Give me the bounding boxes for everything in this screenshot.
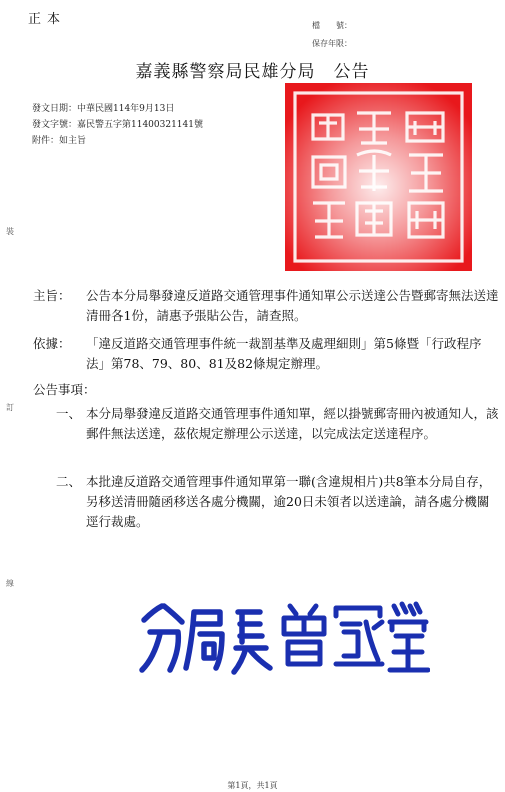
- retention-period-label: 保存年限：: [312, 39, 352, 48]
- attachment-note: 附件：如主旨: [32, 136, 87, 146]
- copy-mark: 正本: [28, 12, 67, 27]
- page-title: 嘉義縣警察局民雄分局 公告: [135, 62, 370, 82]
- binding-mark-bottom: 線: [6, 579, 14, 588]
- notice-item-text: 本分局舉發違反道路交通管理事件通知單，經以掛號郵寄冊內被通知人，該郵件無法送達，茲依規定辦理公示送達，以完成法定送達程序。: [86, 406, 499, 441]
- binding-mark-middle: 訂: [6, 403, 14, 412]
- notice-item-number: 二、: [56, 474, 82, 489]
- issue-date: 發文日期：中華民國114年9月13日: [32, 104, 175, 114]
- notice-heading: 公告事項：: [33, 382, 96, 397]
- official-seal-stamp: [285, 83, 472, 271]
- page-footer: 第1頁，共1頁: [227, 781, 278, 790]
- basis-text: 「違反道路交通管理事件統一裁罰基準及處理細則」第5條暨「行政程序法」第78、79、80、81及82條規定辦理。: [86, 336, 482, 371]
- binding-mark-top: 裝: [6, 227, 14, 236]
- document-number: 發文字號：嘉民警五字第11400321141號: [32, 120, 203, 130]
- file-number-label: 檔 號：: [312, 21, 352, 30]
- signature-stamp: [130, 598, 430, 688]
- subject-label: 主旨：: [33, 288, 71, 303]
- notice-item-number: 一、: [56, 406, 82, 421]
- notice-item-text: 本批違反道路交通管理事件通知單第一聯(含違規相片)共8筆本分局自存，另移送清冊隨函移送各處分機關，逾20日未領者以送達論，請各處分機關逕行裁處。: [86, 474, 492, 529]
- basis-label: 依據：: [33, 336, 71, 351]
- subject-text: 公告本分局舉發違反道路交通管理事件通知單公示送達公告暨郵寄無法送達清冊各1份，請惠予張貼公告，請查照。: [86, 288, 499, 323]
